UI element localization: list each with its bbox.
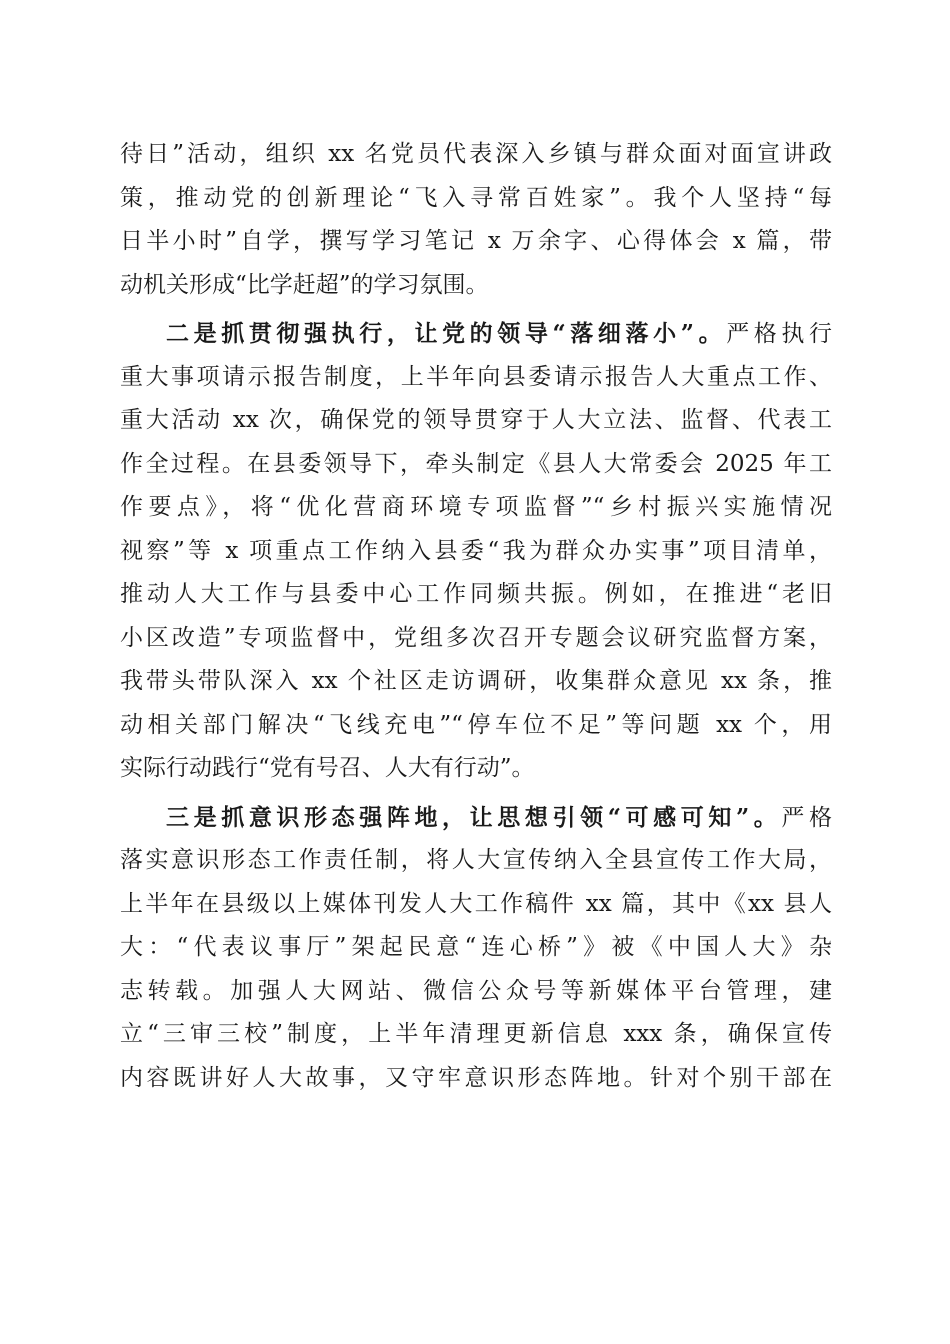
text-line: 立“三审三校”制度，上半年清理更新信息 xxx 条，确保宣传	[120, 1021, 832, 1047]
text-line: 大：“代表议事厅”架起民意“连心桥”》被《中国人大》杂	[120, 934, 832, 960]
text-line: 推动人大工作与县委中心工作同频共振。例如，在推进“老旧	[120, 581, 832, 607]
text-span: 严格	[781, 804, 832, 831]
text-line: 待日”活动，组织 xx 名党员代表深入乡镇与群众面对面宣讲政	[120, 141, 832, 167]
text-line: 策，推动党的创新理论“飞入寻常百姓家”。我个人坚持“每	[120, 184, 832, 211]
text-line: 动机关形成“比学赶超”的学习氛围。	[120, 271, 489, 298]
text-line: 小区改造”专项监督中，党组多次召开专题会议研究监督方案，	[120, 624, 832, 651]
text-line: 日半小时”自学，撰写学习笔记 x 万余字、心得体会 x 篇，带	[120, 228, 832, 254]
text-line: 视察”等 x 项重点工作纳入县委“我为群众办实事”项目清单，	[120, 537, 832, 564]
text-span: 严格执行	[726, 321, 833, 347]
paragraph-lead-heading: 三是抓意识形态强阵地，让思想引领“可感可知”。	[166, 803, 782, 831]
text-line: 动相关部门解决“飞线充电”“停车位不足”等问题 xx 个，用	[120, 711, 832, 738]
paragraph-first-line	[120, 796, 832, 840]
text-line: 落实意识形态工作责任制，将人大宣传纳入全县宣传工作大局，	[120, 847, 832, 873]
text-line: 作全过程。在县委领导下，牵头制定《县人大常委会 2025 年工	[120, 450, 832, 477]
text-line: 内容既讲好人大故事，又守牢意识形态阵地。针对个别干部在	[120, 1064, 832, 1091]
text-line: 实际行动践行“党有号召、人大有行动”。	[120, 755, 535, 781]
document-body	[120, 133, 832, 1100]
text-line: 上半年在县级以上媒体刊发人大工作稿件 xx 篇，其中《xx 县人	[120, 890, 832, 917]
paragraph-first-line	[120, 312, 832, 356]
text-line: 我带头带队深入 xx 个社区走访调研，收集群众意见 xx 条，推	[120, 668, 832, 694]
text-line: 作要点》，将“优化营商环境专项监督”“乡村振兴实施情况	[120, 494, 832, 520]
text-line: 重大活动 xx 次，确保党的领导贯穿于人大立法、监督、代表工	[120, 407, 832, 433]
paragraph-lead-heading: 二是抓贯彻强执行，让党的领导“落细落小”。	[166, 320, 727, 347]
text-line: 重大事项请示报告制度，上半年向县委请示报告人大重点工作、	[120, 363, 832, 390]
text-line: 志转载。加强人大网站、微信公众号等新媒体平台管理，建	[120, 977, 832, 1004]
